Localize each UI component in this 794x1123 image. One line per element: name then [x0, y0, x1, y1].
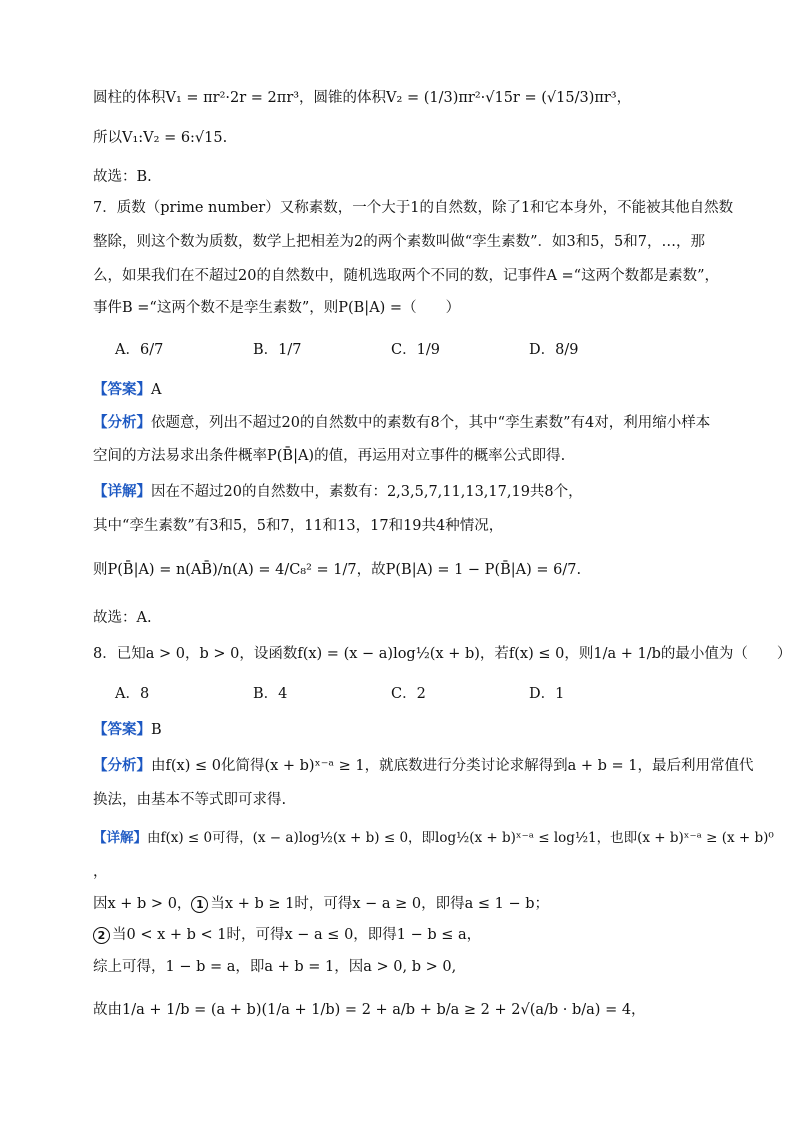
q7-detail-2: 其中“孪生素数”有3和5，5和7，11和13，17和19共4种情况， [93, 518, 504, 534]
answer-tag: 【答案】 [93, 721, 151, 738]
volume-line: 圆柱的体积V₁ = πr²·2r = 2πr³，圆锥的体积V₂ = (1/3)πr²·√15r = (√15/3)πr³， [93, 90, 632, 106]
analysis-tag: 【分析】 [93, 757, 151, 774]
q7-answer-value: A [151, 382, 162, 398]
q7-option-c: C．1/9 [391, 342, 440, 358]
q8-detail-1 [93, 828, 774, 848]
q7-analysis-text-1: 依题意，列出不超过20的自然数中的素数有8个，其中“孪生素数”有4对，利用缩小样本 [151, 415, 711, 431]
q8-answer-value: B [151, 722, 162, 738]
q8-detail-comma: ， [93, 864, 108, 880]
q7-option-b: B．1/7 [253, 342, 302, 358]
q8-option-b: B．4 [253, 686, 288, 702]
q8-option-c: C．2 [391, 686, 426, 702]
q7-option-a: A．6/7 [115, 342, 164, 358]
detail-tag: 【详解】 [93, 830, 147, 846]
q8-detail-2 [93, 894, 734, 914]
q7-detail-text-1: 因在不超过20的自然数中，素数有：2,3,5,7,11,13,17,19共8个， [151, 484, 583, 500]
choose-b-line: 故选：B. [93, 169, 152, 185]
analysis-tag: 【分析】 [93, 414, 151, 431]
circled-two-icon: 2 [93, 927, 110, 944]
q7-stem-4: 事件B =“这两个数不是孪生素数”，则P(B|A) =（ ） [93, 300, 461, 316]
q7-option-d: D．8/9 [529, 342, 579, 358]
q8-answer [93, 720, 734, 740]
q8-detail-4: 综上可得，1 − b = a，即a + b = 1，因a > 0, b > 0, [93, 959, 457, 975]
q8-analysis-text-1: 由f(x) ≤ 0化简得(x + b)ˣ⁻ᵃ ≥ 1，就底数进行分类讨论求解得到a + b = 1，最后利用常值代 [151, 758, 754, 774]
q8-detail-text-2: 因x + b > 0， [93, 896, 192, 912]
q7-analysis-2: 空间的方法易求出条件概率P(B̄|A)的值，再运用对立事件的概率公式即得. [93, 448, 566, 464]
q8-detail-text-3: 当0 < x + b < 1时，可得x − a ≤ 0，即得1 − b ≤ a， [112, 927, 482, 943]
q7-stem-3: 么，如果我们在不超过20的自然数中，随机选取两个不同的数，记事件A =“这两个数都是素数”， [93, 268, 720, 284]
q7-choose: 故选：A. [93, 610, 152, 626]
q8-detail-text-2b: 当x + b ≥ 1时，可得x − a ≥ 0，即得a ≤ 1 − b； [210, 896, 550, 912]
answer-tag: 【答案】 [93, 381, 151, 398]
q8-analysis-1 [93, 756, 754, 776]
q8-analysis-2: 换法，由基本不等式即可求得. [93, 792, 287, 808]
q7-stem-1: 7．质数（prime number）又称素数，一个大于1的自然数，除了1和它本身外，不能被其他自然数 [93, 200, 734, 216]
detail-tag: 【详解】 [93, 483, 151, 500]
q7-stem-2: 整除，则这个数为质数，数学上把相差为2的两个素数叫做“孪生素数”．如3和5，5和7，…，那 [93, 234, 705, 250]
q7-analysis-1 [93, 413, 734, 433]
q8-options [115, 684, 734, 704]
ratio-line: 所以V₁:V₂ = 6:√15. [93, 130, 228, 146]
q7-answer [93, 380, 734, 400]
circled-one-icon: 1 [191, 896, 208, 913]
q8-option-d: D．1 [529, 686, 565, 702]
q7-detail-1 [93, 482, 734, 502]
q8-option-a: A．8 [115, 686, 150, 702]
q8-detail-3 [93, 925, 734, 945]
q7-options [115, 340, 734, 360]
q8-detail-5: 故由1/a + 1/b = (a + b)(1/a + 1/b) = 2 + a/b + b/a ≥ 2 + 2√(a/b · b/a) = 4， [93, 1002, 646, 1018]
q8-detail-text-1: 由f(x) ≤ 0可得，(x − a)log½(x + b) ≤ 0，即log½(x + b)ˣ⁻ᵃ ≤ log½1，也即(x + b)ˣ⁻ᵃ ≥ (x + b)⁰ [147, 830, 774, 846]
q8-stem: 8．已知a > 0，b > 0，设函数f(x) = (x − a)log½(x + b)，若f(x) ≤ 0，则1/a + 1/b的最小值为（ ） [93, 646, 792, 662]
q7-detail-3: 则P(B̄|A) = n(AB̄)/n(A) = 4/C₈² = 1/7，故P(B|A) = 1 − P(B̄|A) = 6/7. [93, 562, 582, 578]
